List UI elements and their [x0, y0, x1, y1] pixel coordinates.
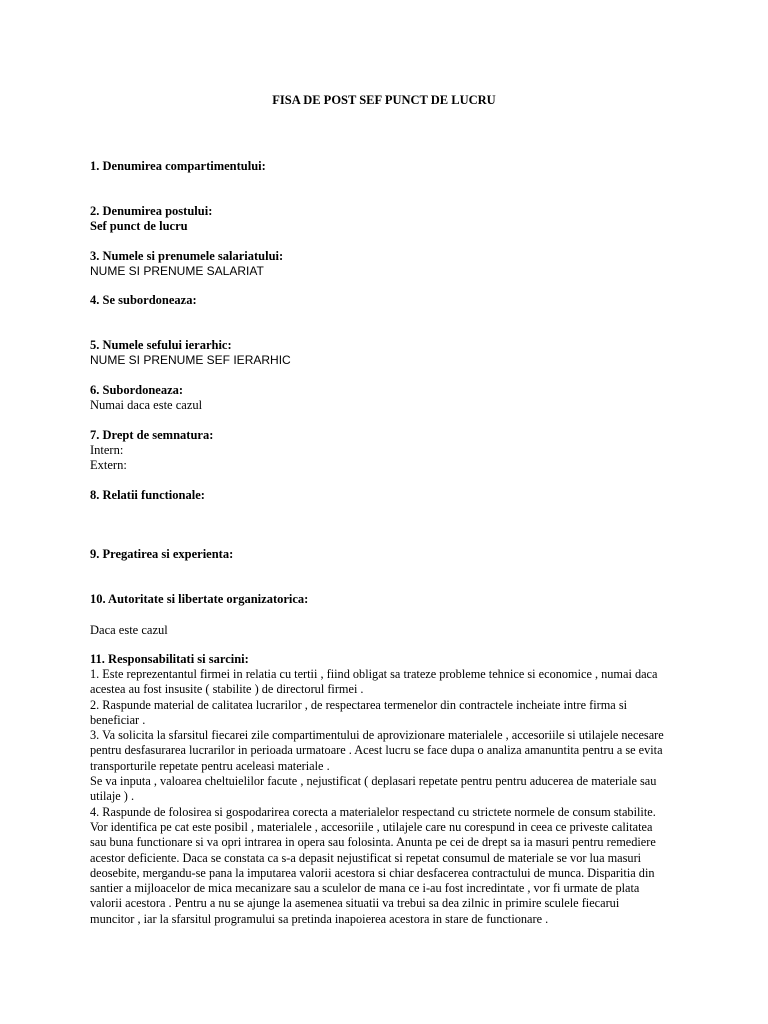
section-9-heading: 9. Pregatirea si experienta: — [90, 547, 234, 561]
section-10-value-block — [90, 623, 700, 638]
section-11 — [90, 652, 700, 927]
section-5 — [90, 338, 700, 368]
responsibility-line: deosebite, mergandu-se pana la imputarea valorii acestora si chiar desfacerea contractului de munca. Disparitia din — [90, 865, 655, 880]
section-7-intern: Intern: — [90, 443, 124, 457]
responsibility-line: beneficiar . — [90, 712, 146, 727]
responsibility-line: Vor identifica pe cat este posibil , materialele , accesoriile , utilajele care nu corespund in ceea ce priveste calitatea — [90, 819, 653, 834]
section-5-heading: 5. Numele sefului ierarhic: — [90, 338, 232, 352]
responsibility-line: sau buna functionare si va opri intrarea in opera sau folosinta. Anunta pe cei de drept sa ia masuri pentru remediere — [90, 835, 656, 850]
section-2-heading: 2. Denumirea postului: — [90, 204, 213, 218]
responsibility-line: utilaje ) . — [90, 789, 135, 804]
section-7-extern: Extern: — [90, 458, 127, 472]
responsibility-line: Se va inputa , valoarea cheltuielilor facute , nejustificat ( deplasari repetate pentru pentru aducerea de materiale sau — [90, 774, 657, 789]
section-10 — [90, 592, 700, 607]
section-7 — [90, 428, 700, 473]
responsibility-line: transporturile repetate pentru aceleasi materiale . — [90, 758, 330, 773]
document-title: FISA DE POST SEF PUNCT DE LUCRU — [272, 93, 496, 107]
section-9 — [90, 547, 700, 562]
section-10-value: Daca este cazul — [90, 623, 168, 637]
responsibility-line: pentru desfasurarea lucrarilor in perioada urmatoare . Acest lucru se face dupa o analiza amanuntita pentru a se evita — [90, 743, 663, 758]
section-3 — [90, 249, 700, 279]
section-2 — [90, 204, 700, 234]
section-4 — [90, 293, 700, 308]
responsibility-line: 4. Raspunde de folosirea si gospodarirea corecta a materialelor respectand cu strictete normele de consum stabilite. — [90, 804, 656, 819]
section-10-heading: 10. Autoritate si libertate organizatorica: — [90, 592, 309, 606]
section-1 — [90, 159, 700, 174]
responsibility-line: santier a mijloacelor de mica mecanizare sau a sculelor de mana ce i-au fost incredintate , vor fi urmate de plata — [90, 881, 640, 896]
responsibility-line: 2. Raspunde material de calitatea lucrarilor , de respectarea termenelor din contractele incheiate intre firma si — [90, 697, 628, 712]
section-3-heading: 3. Numele si prenumele salariatului: — [90, 249, 284, 263]
section-6-value: Numai daca este cazul — [90, 398, 203, 412]
responsibility-line: 3. Va solicita la sfarsitul fiecarei zile compartimentului de aprovizionare materialele , accesoriile si utilajele necesare — [90, 728, 664, 743]
section-1-heading: 1. Denumirea compartimentului: — [90, 159, 266, 173]
responsibility-line: 1. Este reprezentantul firmei in relatia cu tertii , fiind obligat sa trateze probleme tehnice si economice , numai daca — [90, 667, 658, 681]
section-2-value: Sef punct de lucru — [90, 219, 188, 233]
section-8-heading: 8. Relatii functionale: — [90, 488, 205, 502]
responsibility-line: valorii acestora . Pentru a nu se ajunge la asemenea situatii va trebui sa dea zilnic in primire sculele fiecarui — [90, 896, 620, 911]
section-7-heading: 7. Drept de semnatura: — [90, 428, 214, 442]
section-6-heading: 6. Subordoneaza: — [90, 383, 184, 397]
section-3-value: NUME SI PRENUME SALARIAT — [90, 264, 264, 278]
section-11-paragraph — [90, 667, 700, 927]
responsibility-line: muncitor , iar la sfarsitul programului sa pretinda inapoierea acestora in stare de functionare . — [90, 911, 549, 926]
section-8 — [90, 488, 700, 503]
responsibility-line: acestea au fost insusite ( stabilite ) de directorul firmei . — [90, 682, 364, 697]
section-11-heading: 11. Responsabilitati si sarcini: — [90, 652, 249, 666]
section-5-value: NUME SI PRENUME SEF IERARHIC — [90, 353, 291, 367]
section-4-heading: 4. Se subordoneaza: — [90, 293, 197, 307]
responsibility-line: acestor deficiente. Daca se constata ca s-a depasit nejustificat si repetat consumul de materiale se vor lua masuri — [90, 850, 642, 865]
section-6 — [90, 383, 700, 413]
